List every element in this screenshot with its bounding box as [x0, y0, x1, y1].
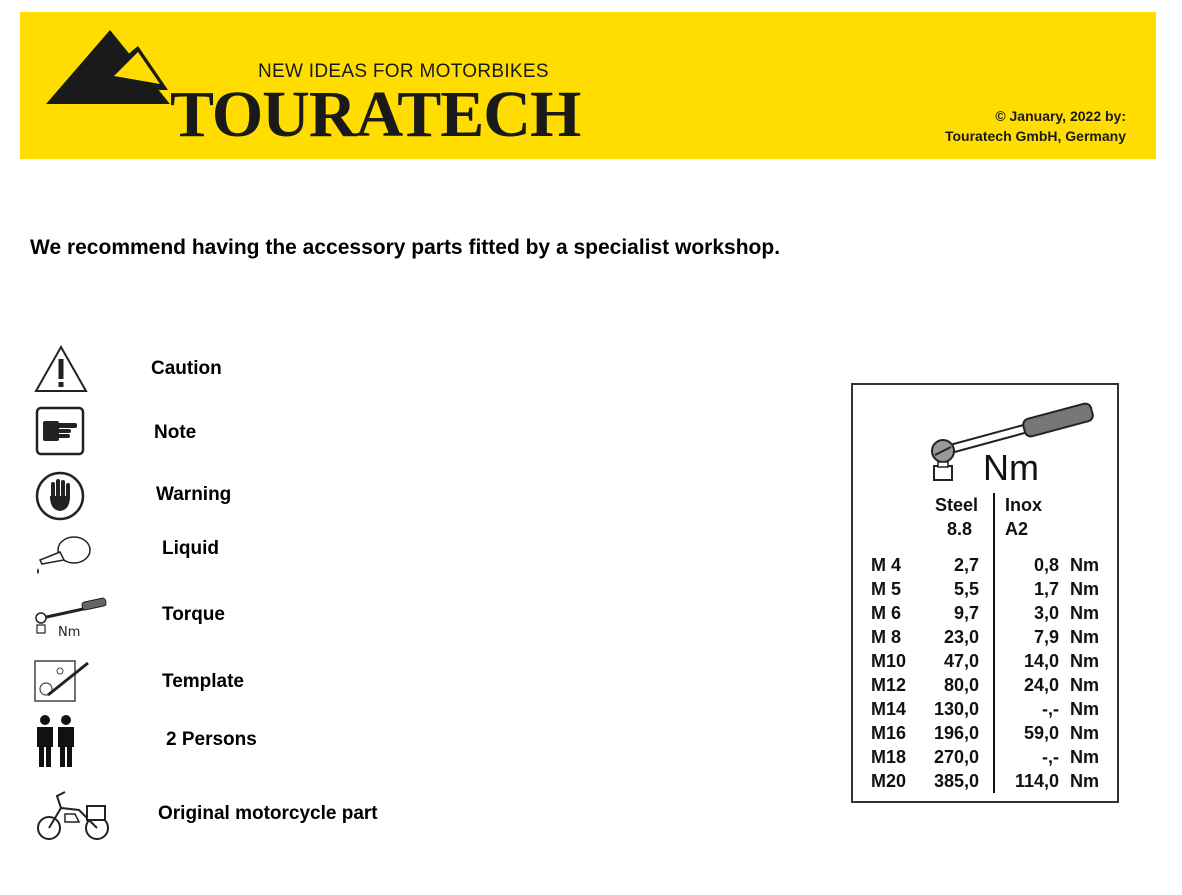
- steel-value: 130,0: [933, 699, 979, 719]
- unit: Nm: [1070, 603, 1100, 623]
- steel-value: 5,5: [953, 579, 979, 599]
- brand-name: TOURATECH: [170, 78, 581, 151]
- motorcycle-icon: [35, 788, 111, 844]
- steel-value: 47,0: [943, 651, 979, 671]
- torque-table: [851, 383, 1119, 803]
- copyright-line-1: © January, 2022 by:: [995, 108, 1126, 124]
- inox-value: 114,0: [1014, 771, 1059, 791]
- table-row: [853, 771, 1121, 795]
- bolt-size: M10: [871, 651, 907, 671]
- torque-wrench-icon: [32, 596, 112, 642]
- inox-value: 24,0: [1023, 675, 1059, 695]
- bolt-size: M20: [871, 771, 907, 791]
- stop-hand-icon: [34, 470, 86, 522]
- legend-label: Liquid: [162, 538, 219, 559]
- inox-grade: A2: [1005, 519, 1029, 539]
- header-banner: [20, 12, 1156, 159]
- pointing-hand-icon: [35, 406, 85, 456]
- bolt-size: M 4: [871, 555, 902, 575]
- two-persons-icon: [34, 714, 78, 770]
- legend-label: Torque: [162, 604, 225, 625]
- table-row: [853, 627, 1121, 651]
- legend-label: Template: [162, 671, 245, 692]
- legend-label: Original motorcycle part: [158, 803, 378, 824]
- table-row: [853, 555, 1121, 579]
- legend-item-note: [0, 404, 600, 464]
- legend-item-template: [0, 655, 600, 715]
- unit: Nm: [1070, 699, 1100, 719]
- table-row: [853, 579, 1121, 603]
- legend-label: Warning: [156, 484, 232, 505]
- unit: Nm: [1070, 579, 1100, 599]
- steel-grade: 8.8: [947, 519, 973, 539]
- inox-value: 7,9: [1033, 627, 1059, 647]
- steel-value: 196,0: [933, 723, 979, 743]
- legend-label: 2 Persons: [166, 729, 257, 750]
- inox-value: -,-: [1042, 699, 1059, 719]
- unit: Nm: [1070, 723, 1100, 743]
- bolt-size: M12: [871, 675, 907, 695]
- steel-value: 385,0: [933, 771, 979, 791]
- steel-header: Steel: [935, 495, 979, 515]
- legend-item-2-persons: [0, 712, 600, 772]
- inox-value: 0,8: [1033, 555, 1059, 575]
- legend-label: Note: [154, 422, 197, 443]
- template-icon: [32, 657, 92, 705]
- legend-item-warning: [0, 470, 600, 530]
- bolt-size: M 6: [871, 603, 902, 623]
- copyright: [945, 106, 1126, 146]
- unit: Nm: [1070, 675, 1100, 695]
- torque-icon-unit: Nm: [58, 625, 81, 640]
- bolt-size: M 8: [871, 627, 902, 647]
- legend-item-motorcycle: [0, 786, 600, 846]
- inox-header: Inox: [1005, 495, 1043, 515]
- bolt-size: M14: [871, 699, 907, 719]
- brand-tagline: NEW IDEAS FOR MOTORBIKES: [258, 61, 549, 82]
- legend-label: Caution: [151, 358, 222, 379]
- inox-value: 14,0: [1023, 651, 1059, 671]
- liquid-bottle-icon: [30, 530, 94, 580]
- bolt-size: M18: [871, 747, 907, 767]
- unit: Nm: [1070, 555, 1100, 575]
- bolt-size: M 5: [871, 579, 902, 599]
- bolt-size: M16: [871, 723, 907, 743]
- copyright-line-2: Touratech GmbH, Germany: [944, 128, 1126, 144]
- legend-item-caution: [0, 342, 600, 402]
- unit: Nm: [1070, 627, 1100, 647]
- table-row: [853, 675, 1121, 699]
- torque-unit-title: Nm: [983, 447, 1039, 488]
- inox-value: 1,7: [1033, 579, 1059, 599]
- recommendation-text: We recommend having the accessory parts fitted by a specialist workshop.: [30, 236, 781, 259]
- inox-value: 59,0: [1023, 723, 1059, 743]
- unit: Nm: [1070, 747, 1100, 767]
- legend-item-liquid: [0, 528, 600, 588]
- legend-item-torque: [0, 592, 600, 652]
- caution-triangle-icon: [33, 344, 89, 394]
- table-row: [853, 747, 1121, 771]
- steel-value: 2,7: [953, 555, 979, 575]
- table-row: [853, 603, 1121, 627]
- steel-value: 80,0: [943, 675, 979, 695]
- steel-value: 270,0: [933, 747, 979, 767]
- table-row: [853, 651, 1121, 675]
- unit: Nm: [1070, 771, 1100, 791]
- table-row: [853, 723, 1121, 747]
- inox-value: -,-: [1042, 747, 1059, 767]
- inox-value: 3,0: [1033, 603, 1059, 623]
- steel-value: 23,0: [943, 627, 979, 647]
- unit: Nm: [1070, 651, 1100, 671]
- steel-value: 9,7: [953, 603, 979, 623]
- table-row: [853, 699, 1121, 723]
